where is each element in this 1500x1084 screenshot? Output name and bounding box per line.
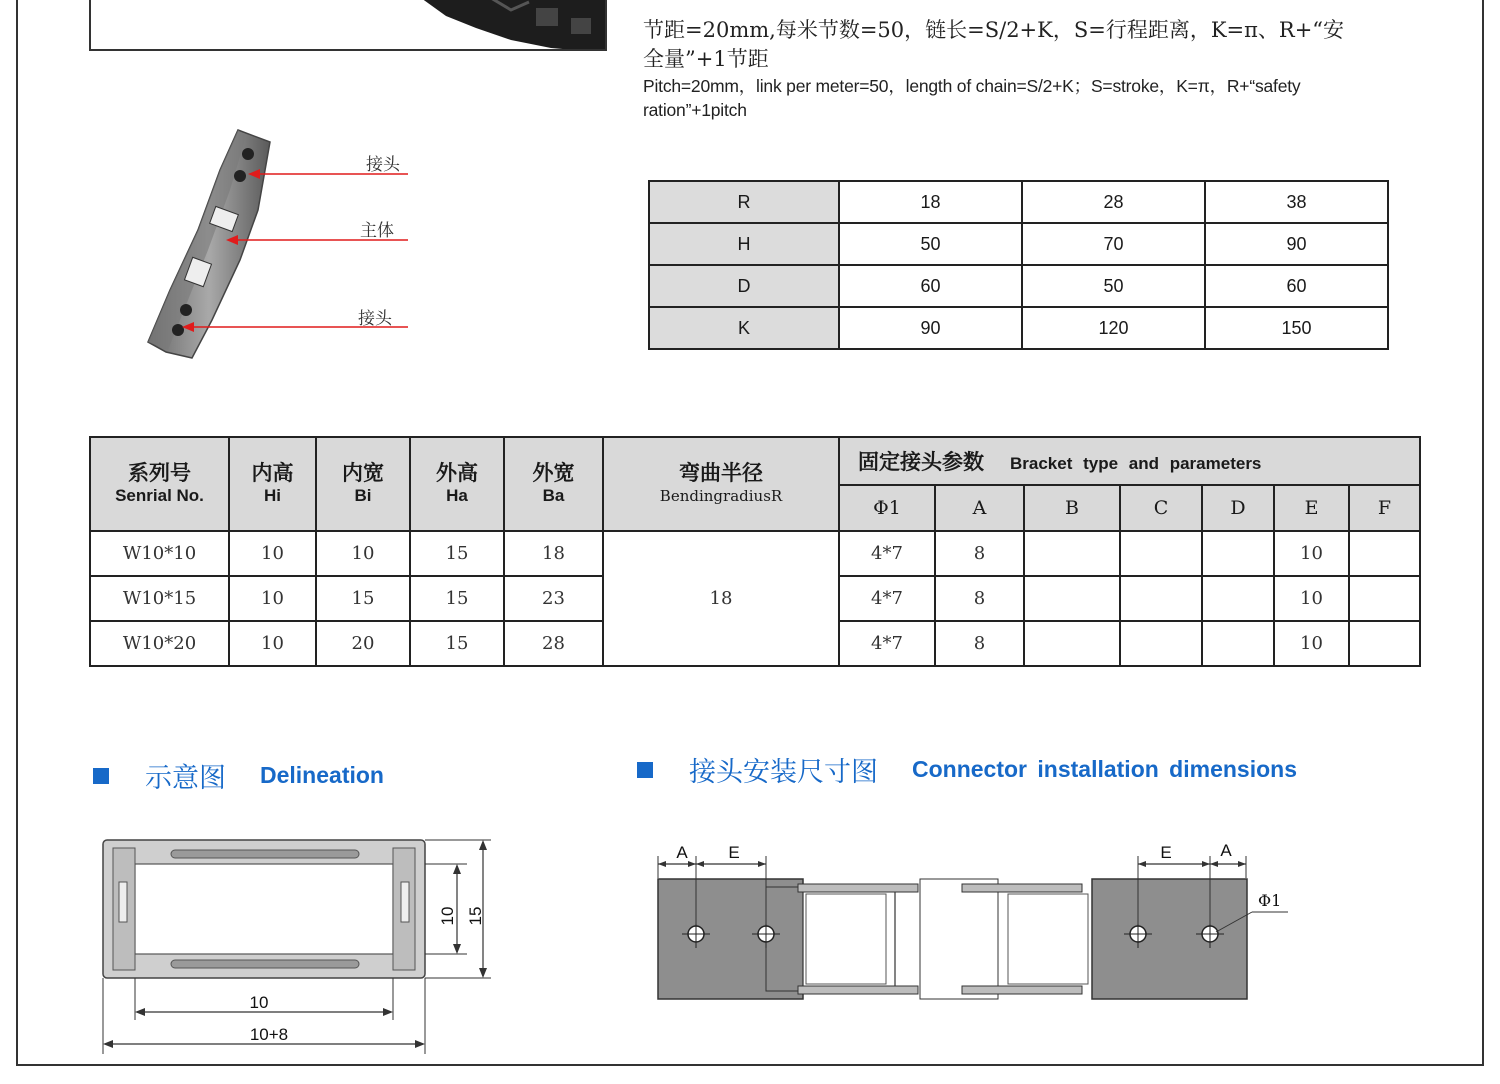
cell-b: [1024, 621, 1120, 666]
dim-outer-height: 15: [466, 906, 485, 926]
table-cell: 150: [1205, 307, 1388, 349]
cell-phi1: 4*7: [839, 576, 935, 621]
table-cell: 60: [839, 265, 1022, 307]
cell-series: W10*15: [90, 576, 229, 621]
cell-ba: 18: [504, 531, 603, 576]
dim-inner-width: 10: [249, 993, 269, 1012]
cell-ha: 15: [410, 621, 504, 666]
section-delineation-cn: 示意图: [145, 763, 226, 794]
spec-description: [643, 16, 1433, 122]
radius-parameter-table: [648, 180, 1389, 350]
header-ba: [504, 437, 603, 531]
header-bracket-en: Bracket type and parameters: [1010, 454, 1262, 473]
cell-hi: 10: [229, 531, 316, 576]
section-delineation-en: Delineation: [260, 762, 384, 788]
table-cell: 70: [1022, 223, 1205, 265]
header-bracket-cn: 固定接头参数: [858, 449, 984, 474]
table-cell: 120: [1022, 307, 1205, 349]
cell-b: [1024, 576, 1120, 621]
cell-e: 10: [1274, 531, 1349, 576]
header-e: E: [1274, 485, 1349, 531]
header-ba-en: Ba: [542, 486, 565, 505]
table-cell: 50: [839, 223, 1022, 265]
section-delineation-title: [93, 756, 384, 795]
cell-bending-radius: 18: [603, 531, 839, 666]
cell-c: [1120, 531, 1202, 576]
cell-f: [1349, 531, 1420, 576]
header-a: A: [935, 485, 1024, 531]
cell-bi: 20: [316, 621, 410, 666]
cell-ha: 15: [410, 531, 504, 576]
header-series-cn: 系列号: [128, 460, 191, 485]
dim-phi1: Φ1: [1258, 891, 1282, 910]
header-hi-en: Hi: [264, 486, 281, 505]
square-bullet-icon: [637, 762, 653, 778]
section-connector-title: [637, 750, 1297, 789]
cell-phi1: 4*7: [839, 621, 935, 666]
right-bracket: [1092, 879, 1247, 999]
cell-c: [1120, 621, 1202, 666]
cell-ba: 23: [504, 576, 603, 621]
cell-bi: 15: [316, 576, 410, 621]
header-f: F: [1349, 485, 1420, 531]
table-row: [649, 181, 1388, 223]
header-phi1: Φ1: [839, 485, 935, 531]
cell-f: [1349, 576, 1420, 621]
cell-e: 10: [1274, 576, 1349, 621]
header-bending-radius: [603, 437, 839, 531]
label-main-body: 主体: [360, 221, 394, 241]
row-label-k: K: [649, 307, 839, 349]
section-connector-cn: 接头安装尺寸图: [689, 757, 878, 788]
dim-e-right: E: [1160, 843, 1172, 862]
header-ha: [410, 437, 504, 531]
cell-hi: 10: [229, 621, 316, 666]
table-cell: 90: [1205, 223, 1388, 265]
label-connector-top: 接头: [366, 155, 400, 175]
header-series: [90, 437, 229, 531]
cell-ha: 15: [410, 576, 504, 621]
spec-en-line-2: ration”+1pitch: [643, 100, 747, 120]
dim-e-left: E: [728, 843, 740, 862]
cell-phi1: 4*7: [839, 531, 935, 576]
square-bullet-icon: [93, 768, 109, 784]
cell-ba: 28: [504, 621, 603, 666]
table-row: [649, 223, 1388, 265]
header-bi-cn: 内宽: [342, 460, 384, 485]
table-row: [649, 307, 1388, 349]
cell-b: [1024, 531, 1120, 576]
cell-d: [1202, 621, 1274, 666]
row-label-r: R: [649, 181, 839, 223]
header-b: B: [1024, 485, 1120, 531]
spec-en-line-1: Pitch=20mm，link per meter=50，length of chain=S/2+K；S=stroke，K=π，R+“safety: [643, 76, 1301, 96]
table-cell: 18: [839, 181, 1022, 223]
table-row: [90, 531, 1420, 576]
cell-a: 8: [935, 621, 1024, 666]
delineation-drawing: [95, 832, 505, 1062]
cell-a: 8: [935, 531, 1024, 576]
table-cell: 38: [1205, 181, 1388, 223]
header-bend-en: BendingradiusR: [659, 487, 783, 505]
header-hi: [229, 437, 316, 531]
cell-a: 8: [935, 576, 1024, 621]
dim-outer-width: 10+8: [249, 1025, 289, 1044]
cell-hi: 10: [229, 576, 316, 621]
header-bend-cn: 弯曲半径: [679, 460, 763, 485]
cell-e: 10: [1274, 621, 1349, 666]
label-connector-bottom: 接头: [358, 309, 392, 329]
series-spec-table: [89, 436, 1421, 667]
header-bracket-params: [839, 437, 1420, 485]
header-ha-en: Ha: [446, 486, 468, 505]
header-ba-cn: 外宽: [532, 460, 575, 485]
dim-a-right: A: [1220, 841, 1232, 860]
connector-installation-drawing: [648, 832, 1308, 1012]
cell-d: [1202, 576, 1274, 621]
cable-chain-photo-frame: [89, 0, 607, 51]
dim-inner-height: 10: [438, 906, 457, 926]
spec-cn-line-2: 全量”+1节距: [643, 47, 769, 71]
header-series-en: Senrial No.: [115, 486, 204, 505]
header-d: D: [1202, 485, 1274, 531]
header-bi-en: Bi: [354, 486, 372, 505]
cell-bi: 10: [316, 531, 410, 576]
cell-series: W10*20: [90, 621, 229, 666]
table-cell: 60: [1205, 265, 1388, 307]
header-hi-cn: 内高: [251, 460, 294, 485]
table-header-row: [90, 437, 1420, 485]
row-label-d: D: [649, 265, 839, 307]
table-row: [649, 265, 1388, 307]
cell-d: [1202, 531, 1274, 576]
table-cell: 50: [1022, 265, 1205, 307]
row-label-h: H: [649, 223, 839, 265]
section-connector-en: Connector installation dimensions: [912, 756, 1297, 782]
header-c: C: [1120, 485, 1202, 531]
table-cell: 28: [1022, 181, 1205, 223]
spec-cn-line-1: 节距=20mm,每米节数=50，链长=S/2+K，S=行程距离，K=π、R+“安: [643, 18, 1345, 42]
header-bi: [316, 437, 410, 531]
cell-f: [1349, 621, 1420, 666]
cell-series: W10*10: [90, 531, 229, 576]
chain-link-illustration: [130, 120, 430, 370]
dim-a-left: A: [676, 843, 688, 862]
cable-chain-photo: [91, 0, 607, 51]
table-cell: 90: [839, 307, 1022, 349]
header-ha-cn: 外高: [436, 460, 478, 485]
cell-c: [1120, 576, 1202, 621]
